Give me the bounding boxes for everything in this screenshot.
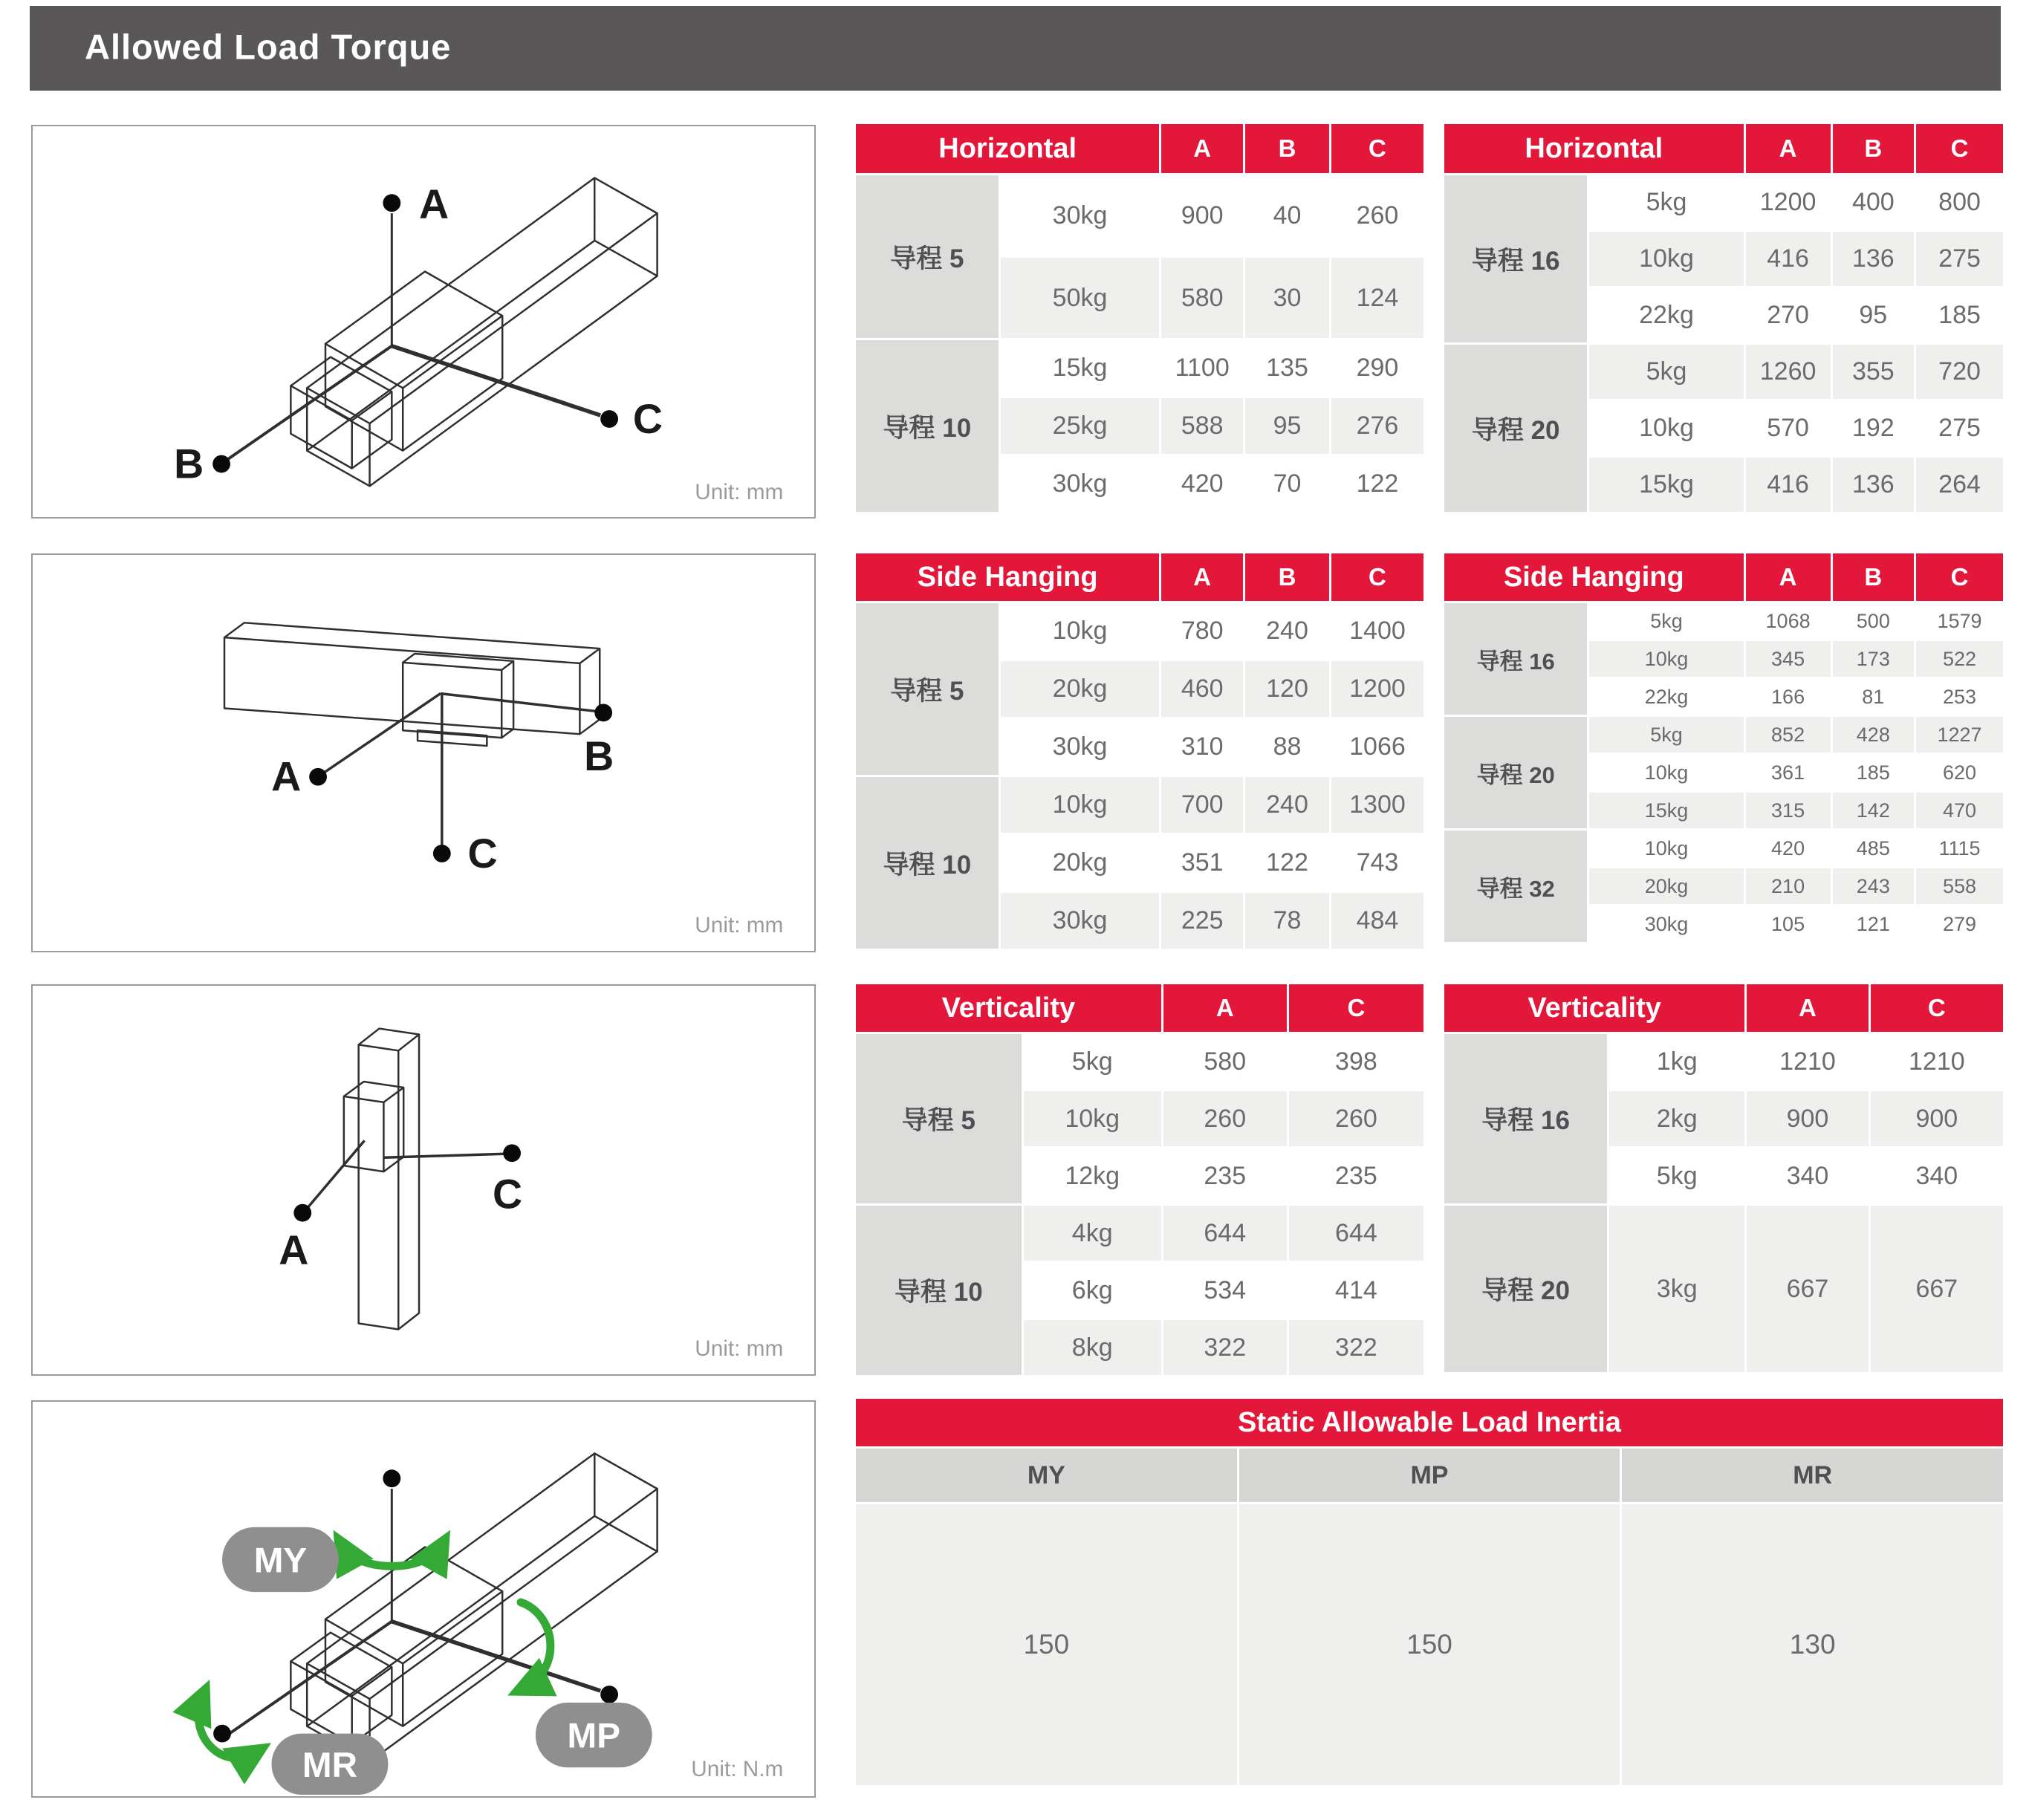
col-header-c: C	[1916, 124, 2003, 173]
col-header-b: B	[1833, 124, 1915, 173]
table-title: Side Hanging	[1444, 553, 1744, 601]
value-cell: 667	[1871, 1206, 2003, 1372]
value-cell: 900	[1747, 1091, 1868, 1146]
col-header-a: A	[1747, 984, 1868, 1032]
value-cell: 185	[1916, 288, 2003, 342]
load-cell: 2kg	[1609, 1091, 1744, 1146]
value-cell: 414	[1289, 1263, 1423, 1318]
axis-label-c: C	[467, 830, 498, 877]
horizontal-diagram-drawing	[33, 126, 814, 517]
value-cell: 322	[1289, 1320, 1423, 1375]
load-cell: 10kg	[1589, 641, 1743, 677]
value-cell: 260	[1289, 1091, 1423, 1146]
value-cell: 800	[1916, 175, 2003, 230]
inertia-value-cell: 150	[1239, 1504, 1620, 1785]
value-cell: 240	[1245, 603, 1329, 659]
value-cell: 1115	[1916, 831, 2003, 866]
verticality-table-right	[1444, 984, 2003, 1372]
lead-screw-label: 导程 20	[1444, 345, 1587, 512]
value-cell: 470	[1916, 793, 2003, 828]
load-cell: 4kg	[1024, 1206, 1161, 1261]
value-cell: 1210	[1871, 1034, 2003, 1089]
mr-badge-label: MR	[302, 1746, 357, 1786]
axis-point-mp	[600, 1686, 618, 1703]
unit-label: Unit: mm	[695, 1336, 784, 1362]
value-cell: 460	[1161, 661, 1243, 717]
load-cell: 10kg	[1001, 777, 1160, 833]
value-cell: 70	[1245, 456, 1329, 512]
verticality-orientation-diagram	[31, 984, 816, 1376]
value-cell: 260	[1331, 175, 1423, 256]
axis-point-mr	[213, 1725, 231, 1743]
value-cell: 40	[1245, 175, 1329, 256]
load-cell: 30kg	[1589, 906, 1743, 942]
value-cell: 264	[1916, 458, 2003, 512]
load-cell: 1kg	[1609, 1034, 1744, 1089]
load-cell: 22kg	[1589, 679, 1743, 715]
page-title-bar	[30, 6, 2001, 91]
value-cell: 500	[1833, 603, 1915, 639]
value-cell: 310	[1161, 719, 1243, 775]
col-header-b: B	[1245, 553, 1329, 601]
col-header-a: A	[1746, 124, 1831, 173]
load-cell: 15kg	[1589, 458, 1743, 512]
load-cell: 10kg	[1589, 831, 1743, 866]
value-cell: 225	[1161, 893, 1243, 949]
torque-diagram-drawing	[33, 1402, 814, 1796]
horizontal-table-left	[856, 124, 1423, 512]
value-cell: 351	[1161, 835, 1243, 891]
col-header-a: A	[1163, 984, 1287, 1032]
my-badge-label: MY	[253, 1541, 308, 1581]
inertia-col-header-mp: MP	[1239, 1449, 1620, 1502]
value-cell: 588	[1161, 398, 1243, 454]
value-cell: 485	[1833, 831, 1915, 866]
verticality-diagram-drawing	[33, 986, 814, 1374]
unit-label: Unit: mm	[695, 913, 784, 938]
horizontal-table-right	[1444, 124, 2003, 512]
value-cell: 120	[1245, 661, 1329, 717]
value-cell: 720	[1916, 345, 2003, 399]
value-cell: 620	[1916, 755, 2003, 790]
load-cell: 5kg	[1589, 603, 1743, 639]
value-cell: 275	[1916, 232, 2003, 286]
value-cell: 743	[1331, 835, 1423, 891]
axis-point-c	[503, 1144, 521, 1162]
value-cell: 852	[1746, 717, 1831, 753]
load-cell: 3kg	[1609, 1206, 1744, 1372]
load-cell: 8kg	[1024, 1320, 1161, 1375]
value-cell: 484	[1331, 893, 1423, 949]
load-cell: 10kg	[1024, 1091, 1161, 1146]
axis-point-my	[383, 1469, 400, 1487]
value-cell: 173	[1833, 641, 1915, 677]
value-cell: 235	[1289, 1148, 1423, 1203]
value-cell: 122	[1331, 456, 1423, 512]
table-title: Verticality	[1444, 984, 1744, 1032]
load-cell: 15kg	[1001, 340, 1160, 396]
value-cell: 136	[1833, 232, 1915, 286]
value-cell: 780	[1161, 603, 1243, 659]
value-cell: 185	[1833, 755, 1915, 790]
value-cell: 340	[1747, 1148, 1868, 1203]
axis-point-b	[212, 455, 230, 473]
value-cell: 420	[1161, 456, 1243, 512]
value-cell: 361	[1746, 755, 1831, 790]
load-cell: 5kg	[1589, 345, 1743, 399]
value-cell: 136	[1833, 458, 1915, 512]
value-cell: 290	[1331, 340, 1423, 396]
value-cell: 570	[1746, 401, 1831, 455]
load-cell: 15kg	[1589, 793, 1743, 828]
value-cell: 416	[1746, 232, 1831, 286]
col-header-c: C	[1289, 984, 1423, 1032]
lead-screw-label: 导程 10	[856, 340, 999, 512]
lead-screw-label: 导程 16	[1444, 175, 1587, 342]
inertia-value-cell: 150	[856, 1504, 1237, 1785]
value-cell: 81	[1833, 679, 1915, 715]
load-cell: 5kg	[1589, 717, 1743, 753]
value-cell: 580	[1161, 258, 1243, 338]
value-cell: 700	[1161, 777, 1243, 833]
inertia-table-title: Static Allowable Load Inertia	[856, 1399, 2003, 1446]
load-cell: 10kg	[1589, 755, 1743, 790]
load-cell: 5kg	[1024, 1034, 1161, 1089]
load-cell: 10kg	[1589, 401, 1743, 455]
load-cell: 50kg	[1001, 258, 1160, 338]
value-cell: 667	[1747, 1206, 1868, 1372]
value-cell: 355	[1833, 345, 1915, 399]
load-cell: 30kg	[1001, 719, 1160, 775]
lead-screw-label: 导程 10	[856, 1206, 1022, 1375]
col-header-b: B	[1833, 553, 1915, 601]
table-title: Horizontal	[856, 124, 1159, 173]
load-cell: 30kg	[1001, 456, 1160, 512]
value-cell: 900	[1871, 1091, 2003, 1146]
value-cell: 88	[1245, 719, 1329, 775]
axis-point-c	[433, 845, 451, 862]
value-cell: 315	[1746, 793, 1831, 828]
value-cell: 243	[1833, 868, 1915, 904]
col-header-c: C	[1916, 553, 2003, 601]
value-cell: 340	[1871, 1148, 2003, 1203]
value-cell: 400	[1833, 175, 1915, 230]
value-cell: 398	[1289, 1034, 1423, 1089]
value-cell: 275	[1916, 401, 2003, 455]
value-cell: 78	[1245, 893, 1329, 949]
value-cell: 235	[1163, 1148, 1287, 1203]
col-header-c: C	[1331, 124, 1423, 173]
load-cell: 20kg	[1589, 868, 1743, 904]
value-cell: 192	[1833, 401, 1915, 455]
value-cell: 253	[1916, 679, 2003, 715]
unit-label: Unit: mm	[695, 480, 784, 505]
value-cell: 1260	[1746, 345, 1831, 399]
col-header-b: B	[1245, 124, 1329, 173]
mp-rotation-arrow	[521, 1602, 551, 1688]
value-cell: 142	[1833, 793, 1915, 828]
inertia-col-header-my: MY	[856, 1449, 1237, 1502]
value-cell: 210	[1746, 868, 1831, 904]
unit-label: Unit: N.m	[691, 1757, 784, 1782]
value-cell: 1210	[1747, 1034, 1868, 1089]
lead-screw-label: 导程 20	[1444, 1206, 1607, 1372]
side-hanging-table-right	[1444, 553, 2003, 942]
value-cell: 644	[1289, 1206, 1423, 1261]
value-cell: 345	[1746, 641, 1831, 677]
lead-screw-label: 导程 16	[1444, 1034, 1607, 1203]
axis-point-c	[600, 410, 618, 428]
value-cell: 276	[1331, 398, 1423, 454]
load-cell: 25kg	[1001, 398, 1160, 454]
value-cell: 1579	[1916, 603, 2003, 639]
value-cell: 534	[1163, 1263, 1287, 1318]
value-cell: 95	[1833, 288, 1915, 342]
side-hanging-diagram-drawing	[33, 555, 814, 951]
lead-screw-label: 导程 20	[1444, 717, 1587, 828]
col-header-c: C	[1871, 984, 2003, 1032]
value-cell: 1400	[1331, 603, 1423, 659]
load-cell: 12kg	[1024, 1148, 1161, 1203]
lead-screw-label: 导程 16	[1444, 603, 1587, 715]
value-cell: 644	[1163, 1206, 1287, 1261]
value-cell: 522	[1916, 641, 2003, 677]
value-cell: 95	[1245, 398, 1329, 454]
col-header-c: C	[1331, 553, 1423, 601]
horizontal-orientation-diagram	[31, 125, 816, 519]
table-title: Horizontal	[1444, 124, 1744, 173]
load-cell: 5kg	[1589, 175, 1743, 230]
value-cell: 558	[1916, 868, 2003, 904]
lead-screw-label: 导程 5	[856, 603, 999, 775]
lead-screw-label: 导程 5	[856, 1034, 1022, 1203]
load-cell: 30kg	[1001, 175, 1160, 256]
axis-label-b: B	[584, 732, 614, 779]
load-cell: 30kg	[1001, 893, 1160, 949]
axis-label-b: B	[174, 441, 204, 487]
load-cell: 10kg	[1589, 232, 1743, 286]
value-cell: 900	[1161, 175, 1243, 256]
col-header-a: A	[1746, 553, 1831, 601]
axis-label-c: C	[493, 1171, 523, 1218]
col-header-a: A	[1161, 124, 1243, 173]
inertia-value-cell: 130	[1622, 1504, 2003, 1785]
value-cell: 105	[1746, 906, 1831, 942]
axis-label-a: A	[419, 181, 449, 228]
axis-point-b	[594, 703, 612, 721]
page-title: Allowed Load Torque	[85, 27, 452, 67]
col-header-a: A	[1161, 553, 1243, 601]
static-load-inertia-table	[856, 1399, 2003, 1785]
load-cell: 22kg	[1589, 288, 1743, 342]
value-cell: 135	[1245, 340, 1329, 396]
value-cell: 1227	[1916, 717, 2003, 753]
value-cell: 322	[1163, 1320, 1287, 1375]
lead-screw-label: 导程 32	[1444, 831, 1587, 942]
axis-point-a	[309, 768, 327, 786]
inertia-col-header-mr: MR	[1622, 1449, 2003, 1502]
axis-label-c: C	[632, 395, 663, 442]
value-cell: 260	[1163, 1091, 1287, 1146]
value-cell: 166	[1746, 679, 1831, 715]
value-cell: 121	[1833, 906, 1915, 942]
load-cell: 6kg	[1024, 1263, 1161, 1318]
side-hanging-table-left	[856, 553, 1423, 949]
value-cell: 1200	[1331, 661, 1423, 717]
torque-moments-diagram	[31, 1400, 816, 1798]
value-cell: 1068	[1746, 603, 1831, 639]
value-cell: 270	[1746, 288, 1831, 342]
axis-point-a	[293, 1204, 311, 1222]
load-cell: 5kg	[1609, 1148, 1744, 1203]
value-cell: 1300	[1331, 777, 1423, 833]
load-cell: 20kg	[1001, 835, 1160, 891]
value-cell: 428	[1833, 717, 1915, 753]
value-cell: 1066	[1331, 719, 1423, 775]
mp-badge-label: MP	[567, 1716, 620, 1756]
value-cell: 279	[1916, 906, 2003, 942]
value-cell: 580	[1163, 1034, 1287, 1089]
value-cell: 416	[1746, 458, 1831, 512]
value-cell: 1100	[1161, 340, 1243, 396]
side-hanging-orientation-diagram	[31, 553, 816, 952]
value-cell: 122	[1245, 835, 1329, 891]
load-cell: 10kg	[1001, 603, 1160, 659]
value-cell: 240	[1245, 777, 1329, 833]
value-cell: 1200	[1746, 175, 1831, 230]
axis-label-a: A	[271, 753, 302, 800]
value-cell: 124	[1331, 258, 1423, 338]
axis-point-a	[383, 194, 400, 212]
load-cell: 20kg	[1001, 661, 1160, 717]
verticality-table-left	[856, 984, 1423, 1375]
table-title: Side Hanging	[856, 553, 1159, 601]
value-cell: 30	[1245, 258, 1329, 338]
table-title: Verticality	[856, 984, 1161, 1032]
axis-label-a: A	[279, 1227, 309, 1274]
lead-screw-label: 导程 10	[856, 777, 999, 949]
lead-screw-label: 导程 5	[856, 175, 999, 338]
value-cell: 420	[1746, 831, 1831, 866]
